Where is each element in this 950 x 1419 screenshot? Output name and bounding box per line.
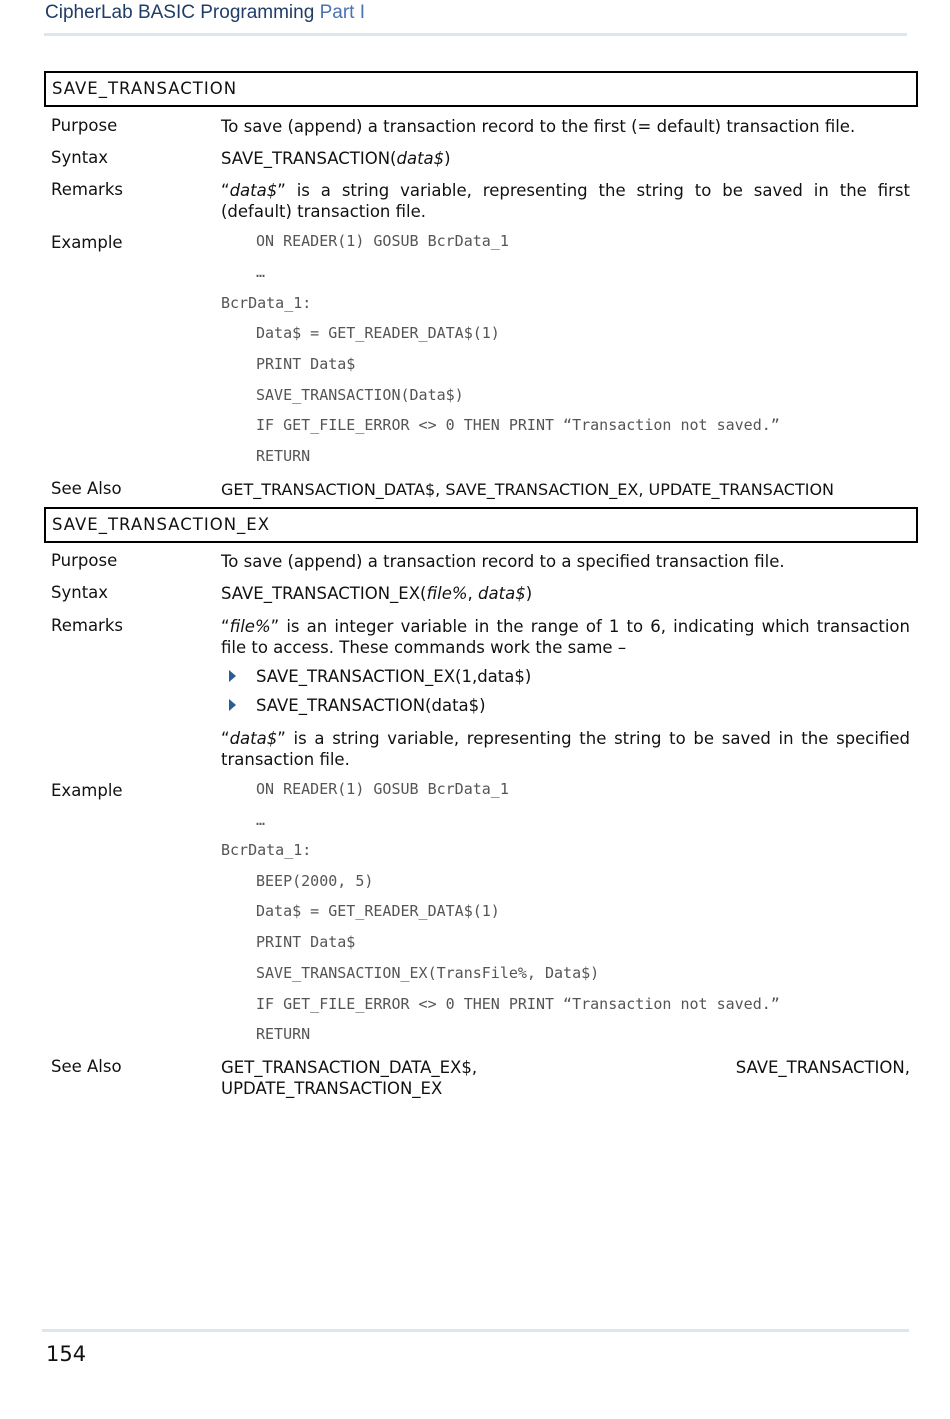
code-line: …	[256, 263, 266, 281]
syntax-name: SAVE_TRANSACTION_EX(	[221, 584, 427, 603]
bullet-item: SAVE_TRANSACTION_EX(1,data$)	[256, 667, 532, 686]
purpose-label: Purpose	[51, 551, 118, 570]
remarks-var: data$	[229, 729, 278, 748]
remarks-body: is a string variable, representing the string to be saved in the specified transaction file.	[221, 729, 910, 769]
syntax-label: Syntax	[51, 583, 109, 602]
remarks-label: Remarks	[51, 616, 123, 635]
remarks-text-2: “data$” is a string variable, representing the string to be saved in the specified transaction file.	[221, 729, 910, 769]
syntax-text	[221, 583, 910, 604]
remarks-text: “data$” is a string variable, representing the string to be saved in the first (default) transaction file.	[221, 181, 910, 221]
section-title: SAVE_TRANSACTION_EX	[52, 515, 271, 534]
code-line: RETURN	[256, 447, 311, 465]
remarks-body: is an integer variable in the range of 1 to 6, indicating which transaction file to access. These commands work the same –	[221, 617, 910, 657]
see-also-item: GET_TRANSACTION_DATA_EX$,	[221, 1058, 478, 1077]
bullet-item: SAVE_TRANSACTION(data$)	[256, 696, 486, 715]
header-title: CipherLab BASIC Programming	[45, 2, 315, 23]
syntax-separator: ,	[467, 584, 479, 603]
see-also-text: GET_TRANSACTION_DATA$, SAVE_TRANSACTION_EX, UPDATE_TRANSACTION	[221, 480, 835, 499]
header-divider	[44, 33, 907, 36]
see-also-item: UPDATE_TRANSACTION_EX	[221, 1079, 443, 1098]
header-part: Part I	[319, 2, 365, 23]
footer-divider	[42, 1329, 909, 1332]
code-line: BcrData_1:	[221, 841, 312, 859]
triangle-bullet-icon	[229, 699, 236, 711]
remarks-label: Remarks	[51, 180, 123, 199]
code-line: IF GET_FILE_ERROR <> 0 THEN PRINT “Transaction not saved.”	[256, 416, 780, 434]
syntax-close: )	[525, 584, 533, 603]
syntax-param: file%	[426, 584, 468, 603]
code-line: ON READER(1) GOSUB BcrData_1	[256, 232, 509, 250]
syntax-label: Syntax	[51, 148, 109, 167]
code-line: RETURN	[256, 1025, 311, 1043]
code-line: SAVE_TRANSACTION(Data$)	[256, 386, 464, 404]
example-label: Example	[51, 233, 123, 252]
syntax-close: )	[444, 149, 451, 168]
remarks-body: is a string variable, representing the string to be saved in the first (default) transaction file.	[221, 181, 910, 221]
syntax-param: data$	[478, 584, 526, 603]
purpose-label: Purpose	[51, 116, 118, 135]
code-line: …	[256, 811, 266, 829]
syntax-text	[221, 148, 910, 169]
purpose-text: To save (append) a transaction record to the first (= default) transaction file.	[221, 117, 856, 136]
see-also-label: See Also	[51, 1057, 122, 1076]
code-line: BcrData_1:	[221, 294, 312, 312]
code-line: Data$ = GET_READER_DATA$(1)	[256, 324, 500, 342]
code-line: PRINT Data$	[256, 355, 356, 373]
remarks-var: file%	[229, 617, 271, 636]
section-heading-save-transaction	[44, 71, 918, 107]
code-line: SAVE_TRANSACTION_EX(TransFile%, Data$)	[256, 964, 600, 982]
remarks-var: data$	[229, 181, 278, 200]
syntax-param: data$	[396, 149, 445, 168]
code-line: BEEP(2000, 5)	[256, 872, 374, 890]
section-title: SAVE_TRANSACTION	[52, 79, 238, 98]
triangle-bullet-icon	[229, 670, 236, 682]
example-label: Example	[51, 781, 123, 800]
code-line: PRINT Data$	[256, 933, 356, 951]
purpose-text: To save (append) a transaction record to a specified transaction file.	[221, 552, 785, 571]
code-line: IF GET_FILE_ERROR <> 0 THEN PRINT “Transaction not saved.”	[256, 995, 780, 1013]
page-number: 154	[46, 1342, 87, 1366]
see-also-label: See Also	[51, 479, 122, 498]
syntax-name: SAVE_TRANSACTION(	[221, 149, 397, 168]
remarks-text: “file%” is an integer variable in the range of 1 to 6, indicating which transaction file to access. These commands work the same –	[221, 617, 910, 657]
see-also-item: SAVE_TRANSACTION,	[735, 1058, 910, 1077]
code-line: Data$ = GET_READER_DATA$(1)	[256, 902, 500, 920]
section-heading-save-transaction-ex	[44, 507, 918, 543]
code-line: ON READER(1) GOSUB BcrData_1	[256, 780, 509, 798]
document-header	[45, 2, 365, 24]
